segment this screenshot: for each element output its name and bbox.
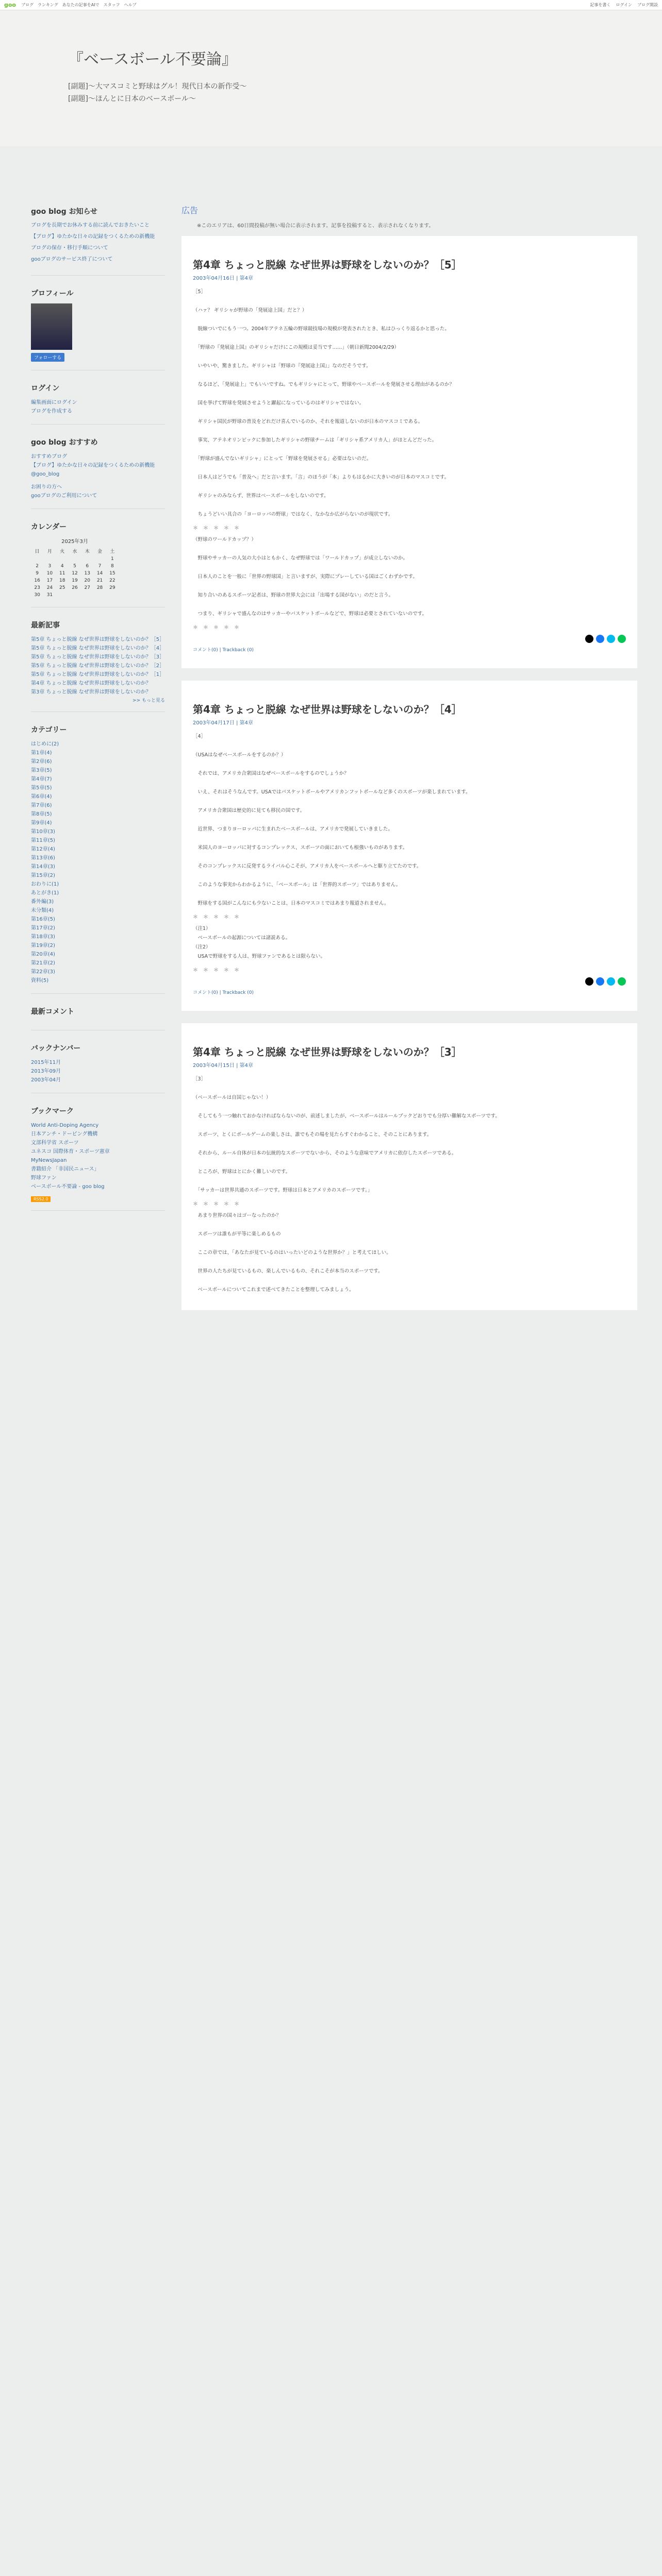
bookmark-link[interactable]: 文部科学省 スポーツ (31, 1140, 79, 1146)
category-link[interactable]: 第9章(4) (31, 820, 52, 826)
nav-link-blog[interactable]: ブログ (21, 3, 34, 7)
facebook-share-icon[interactable] (596, 635, 604, 643)
hatena-share-icon[interactable] (607, 635, 615, 643)
post-footer[interactable]: コメント(0) | Trackback (0) (193, 648, 254, 653)
category-list (31, 740, 165, 985)
bookmark-heading: ブックマーク (31, 1107, 74, 1115)
cal-day: 7 (98, 564, 102, 569)
category-link[interactable]: 第12章(4) (31, 846, 55, 852)
post-body: （野球のワールドカップ？） 野球やサッカーの人気の大小はともかく、なぜ野球では「ワールドカップ」が成立しないのか。 日本人のことを一般に「世界の野球国」と言いますが、実際にプレーしている国はごくわずかです。 知り合いのあるスポーツ記者は、野球の世界大会には「出場する国がない」のだと言う。 つまり、ギリシャで盛んなのはサッカーやバスケットボールなどで、野球は必要とされていないのです。 (193, 537, 427, 617)
category-link[interactable]: 番外編(3) (31, 899, 54, 905)
backnumber-heading: バックナンバー (31, 1044, 81, 1053)
recommend-item[interactable]: おすすめブログ (31, 454, 68, 460)
profile-heading: プロフィール (31, 290, 74, 298)
category-link[interactable]: 第7章(6) (31, 803, 52, 808)
cal-day: 31 (46, 592, 53, 598)
cal-day (69, 591, 81, 599)
cal-day: 13 (84, 571, 90, 576)
write-post-link[interactable]: 記事を書く (590, 3, 611, 7)
category-link[interactable]: 第22章(3) (31, 969, 55, 975)
follow-button[interactable]: フォローする (31, 353, 64, 362)
cal-head: 土 (110, 549, 115, 554)
profile-avatar (31, 303, 72, 350)
cal-day: 30 (34, 592, 40, 598)
bookmark-link[interactable]: 日本アンチ・ドーピング機構 (31, 1131, 98, 1137)
separator: ＊ ＊ ＊ ＊ ＊ (193, 968, 239, 973)
recent-post-link[interactable]: 第5章 ちょっと脱線 なぜ世界は野球をしないのか？［1］ (31, 672, 165, 677)
blog-post (181, 1023, 637, 1310)
recent-heading: 最新記事 (31, 621, 60, 630)
cal-day (31, 555, 43, 563)
usage-link[interactable]: gooブログのご利用について (31, 493, 97, 499)
category-heading: カテゴリー (31, 726, 67, 734)
post-date[interactable]: 2003年04月16日 | 第4章 (193, 276, 253, 281)
cal-day: 2 (36, 564, 39, 569)
top-bar (0, 0, 662, 10)
cal-day: 6 (86, 564, 89, 569)
category-link[interactable]: 第10章(3) (31, 829, 55, 835)
cal-day (93, 591, 106, 599)
recent-post-link[interactable]: 第5章 ちょっと脱線 なぜ世界は野球をしないのか？［2］ (31, 663, 165, 669)
bookmark-link[interactable]: ユネスコ 国際体育・スポーツ憲章 (31, 1149, 110, 1155)
category-link[interactable]: おわりに(1) (31, 882, 59, 887)
line-share-icon[interactable] (618, 635, 626, 643)
calendar-heading: カレンダー (31, 523, 67, 531)
cal-day: 22 (109, 578, 115, 583)
login-heading: ログイン (31, 384, 60, 393)
recent-post-link[interactable]: 第5章 ちょっと脱線 なぜ世界は野球をしないのか？［3］ (31, 654, 165, 660)
post-date[interactable]: 2003年04月17日 | 第4章 (193, 720, 253, 726)
create-blog-link[interactable]: ブログを作成する (31, 409, 72, 414)
x-share-icon[interactable] (585, 635, 593, 643)
category-link[interactable]: 未分類(4) (31, 908, 54, 913)
separator: ＊ ＊ ＊ ＊ ＊ (193, 1201, 239, 1207)
news-item[interactable]: ブログを長期でお休みする前に読んでおきたいこと (31, 223, 150, 228)
cal-day (81, 591, 93, 599)
news-heading: goo blog お知らせ (31, 208, 98, 216)
cal-day: 10 (46, 571, 53, 576)
cal-day: 11 (59, 571, 65, 576)
backnumber-link[interactable]: 2013年09月 (31, 1069, 61, 1074)
category-link[interactable]: 資料(5) (31, 978, 49, 984)
cal-head: 木 (85, 549, 90, 554)
category-link[interactable]: 第15章(2) (31, 873, 55, 878)
separator: ＊ ＊ ＊ ＊ ＊ (193, 526, 239, 531)
post-title[interactable]: 第4章 ちょっと脱線 なぜ世界は野球をしないのか？［5］ (193, 259, 462, 271)
share-buttons (193, 977, 626, 986)
post-body: ［4］ （USAはなぜベースボールをするのか？） それでは、アメリカ合衆国はなぜベースボールをするのでしょうか？ いえ、それはそうなんです。USAではバスケットボールやアメリカンフットボールなど多くのスポーツが楽しまれています。 アメリカ合衆国は歴史的に見ても移民の国です。 近世界、つまりヨーロッパに生まれたベースボールは、アメリカで発展していきました。 米国人のヨーロッパに対するコンプレックス、スポーツの面においても根強いものがあります。 そのコンプレックスに反発するライバル心こそが、アメリカ人をベースボールへと駆り立てたのです。 このような事実からわかるように、「ベースボール」は「世界的スポーツ」ではありません。 野球をする国がこんなにも少ないことは、日本のマスコミではあまり報道されません。 (193, 734, 471, 906)
cal-day: 9 (36, 571, 39, 576)
cal-day: 16 (34, 578, 40, 583)
cal-day: 12 (72, 571, 78, 576)
cal-head: 水 (72, 549, 77, 554)
cal-day: 1 (110, 556, 114, 562)
share-buttons (193, 635, 626, 643)
recent-post-link[interactable]: 第5章 ちょっと脱線 なぜ世界は野球をしないのか？［4］ (31, 646, 165, 651)
cal-head: 月 (47, 549, 52, 554)
comments-heading: 最新コメント (31, 1008, 74, 1016)
facebook-share-icon[interactable] (596, 977, 604, 986)
nav-link-staff[interactable]: スタッフ (103, 3, 120, 7)
cal-day: 20 (84, 578, 90, 583)
cal-day: 4 (60, 564, 64, 569)
category-link[interactable]: 第4章(7) (31, 776, 52, 782)
cal-day (43, 555, 56, 563)
cal-day (106, 591, 119, 599)
category-link[interactable]: 第21章(2) (31, 960, 55, 966)
line-share-icon[interactable] (618, 977, 626, 986)
category-link[interactable]: 第11章(5) (31, 838, 55, 843)
nav-link-ranking[interactable]: ランキング (38, 3, 58, 7)
cal-day: 28 (96, 585, 103, 590)
blog-subtitle: [副題]〜大マスコミと野球はグル！現代日本の新作受〜 [副題]〜ほんとに日本のベースボール〜 (68, 82, 247, 103)
post-body: あまり世界の国々はゴーなったのか？ スポーツは誰もが平等に楽しめるもの ここの章では、「あなたが見ているのはいったいどのような世界か？」と考えてほしい。 世界の人たちが見ているもの、楽しんでいるもの、それこそが本当のスポーツです。 ベースボールについてこれまで述べてきたことを整理してみましょう。 (197, 1213, 391, 1293)
bookmark-link[interactable]: ベースボール不要論 - goo blog (31, 1184, 105, 1190)
help-link[interactable]: お困りの方へ (31, 484, 62, 490)
cal-head: 火 (60, 549, 65, 554)
recent-post-link[interactable]: 第4章 ちょっと脱線 なぜ世界は野球をしないのか？ (31, 681, 151, 686)
cal-day: 14 (96, 571, 103, 576)
blog-title[interactable]: 『ベースボール不要論』 (68, 50, 237, 69)
open-blog-link[interactable]: ブログ開設 (637, 3, 658, 7)
cal-day: 21 (96, 578, 103, 583)
login-link[interactable]: 編集画面にログイン (31, 400, 77, 405)
cal-day: 24 (46, 585, 53, 590)
cal-day: 23 (34, 585, 40, 590)
separator: ＊ ＊ ＊ ＊ ＊ (193, 625, 239, 631)
category-link[interactable]: 第5章(5) (31, 785, 52, 791)
ad-label: 広告 (181, 206, 198, 215)
separator: ＊ ＊ ＊ ＊ ＊ (193, 914, 239, 920)
category-link[interactable]: 第20章(4) (31, 952, 55, 957)
post-body: （注1） ベースボールの起源については諸説ある。 （注2） USAで野球をする人は、野球ファンであるとは限らない。 (193, 926, 325, 959)
category-link[interactable]: はじめに(2) (31, 741, 59, 747)
category-link[interactable]: 第16章(5) (31, 917, 55, 922)
category-link[interactable]: 第18章(3) (31, 934, 55, 940)
news-item[interactable]: ブログの保存・移行手順について (31, 245, 108, 251)
goo-logo[interactable]: goo (4, 2, 16, 8)
cal-day (81, 555, 93, 563)
cal-day: 26 (72, 585, 78, 590)
cal-day: 5 (73, 564, 76, 569)
x-share-icon[interactable] (585, 977, 593, 986)
calendar-table (31, 547, 119, 599)
login-link[interactable]: ログイン (616, 3, 632, 7)
cal-day: 8 (110, 564, 114, 569)
post-footer[interactable]: コメント(0) | Trackback (0) (193, 990, 254, 995)
news-item[interactable]: gooブログのサービス終了について (31, 257, 113, 262)
category-link[interactable]: 第8章(5) (31, 811, 52, 817)
nav-link-ai[interactable]: あなたの記事をAIで (62, 3, 100, 7)
cal-head: 日 (35, 549, 40, 554)
sidebar (31, 206, 165, 1223)
category-link[interactable]: 第2章(6) (31, 759, 52, 765)
category-link[interactable]: 第13章(6) (31, 855, 55, 861)
post-body: ［3］ （ベースボールは自国じゃない！） そしてもう一つ触れておかなければならないのが、前述しましたが、ベースボールはルールブックどおりでも分厚い難解なスポーツです。 スポーツ、とくにボールゲームの楽しさは、誰でもその場を見たらすぐわかること、そのことにあります。 それから、ルール自体が日本の伝統的なスポーツでないから、そのような意味でアメリカに依存したスポーツである。 ところが、野球はとにかく難しいのです。 「サッカーは世界共通のスポーツです。野球は日本とアメリカのスポーツです。」 (193, 1076, 500, 1193)
cal-day: 18 (59, 578, 65, 583)
recommend-item[interactable]: 【ブログ】ゆたかな日々の記録をつくるための新機能 (31, 463, 155, 468)
more-link[interactable]: >> もっと見る (133, 698, 165, 703)
calendar-month: 2025年3月 (61, 539, 88, 545)
main-content (181, 204, 637, 1323)
recent-post-link[interactable]: 第5章 ちょっと脱線 なぜ世界は野球をしないのか？［5］ (31, 637, 165, 642)
cal-head: 金 (97, 549, 103, 554)
cal-day (69, 555, 81, 563)
blog-post (181, 236, 637, 668)
category-link[interactable]: 第17章(2) (31, 925, 55, 931)
category-link[interactable]: 第1章(4) (31, 750, 52, 756)
recommend-item[interactable]: @goo_blog (31, 471, 60, 477)
cal-day (56, 591, 69, 599)
cal-day: 15 (109, 571, 115, 576)
cal-day (56, 555, 69, 563)
cal-day: 27 (84, 585, 90, 590)
category-link[interactable]: 第19章(2) (31, 943, 55, 948)
post-title[interactable]: 第4章 ちょっと脱線 なぜ世界は野球をしないのか？［3］ (193, 1046, 462, 1058)
inactive-notice: ※このエリアは、60日間投稿が無い場合に表示されます。記事を投稿すると、表示されなくなります。 (197, 223, 434, 229)
bookmark-link[interactable]: MyNewsJapan (31, 1158, 67, 1163)
rss-badge[interactable]: RSS2.0 (31, 1196, 51, 1202)
hatena-share-icon[interactable] (607, 977, 615, 986)
category-link[interactable]: 第6章(4) (31, 794, 52, 800)
cal-day: 19 (72, 578, 78, 583)
post-date[interactable]: 2003年04月15日 | 第4章 (193, 1063, 253, 1069)
category-link[interactable]: あとがき(1) (31, 890, 59, 896)
cal-day: 17 (46, 578, 53, 583)
cal-day: 25 (59, 585, 65, 590)
cal-day: 29 (109, 585, 115, 590)
bookmark-link[interactable]: 野球ファン (31, 1175, 57, 1181)
cal-day (93, 555, 106, 563)
category-link[interactable]: 第14章(3) (31, 864, 55, 870)
recent-post-link[interactable]: 第3章 ちょっと脱線 なぜ世界は野球をしないのか？ (31, 689, 151, 695)
bookmark-link[interactable]: 書籍紹介 「非国民ニュース」 (31, 1166, 100, 1172)
bookmark-link[interactable]: World Anti-Doping Agency (31, 1123, 99, 1128)
news-item[interactable]: 【ブログ】ゆたかな日々の記録をつくるための新機能 (31, 234, 155, 240)
blog-header (0, 10, 662, 146)
nav-link-help[interactable]: ヘルプ (124, 3, 137, 7)
post-body: ［5］ （ハァ？ ギリシャが野球の「発展途上国」だと？） 脱線ついでにもう一つ。2004年アテネ五輪の野球競技場の規模が発表されたとき、私はひっくり返るかと思った。 「野球の『発展途上国』のギリシャだけにこの規模は妥当です……」（朝日新聞2004/2/29） いやいや、驚きました。ギリシャは「野球の『発展途上国』」なのだそうです。 なるほど、「発展途上」でもいいですね。でもギリシャにとって、野球やベースボールを発展させる理由があるのか？ 国を挙げて野球を発展させようと躍起になっているのはギリシャではない。 ギリシャ国民が野球の普及をどれだけ喜んでいるのか、それを報道しないのが日本のマスコミである。 事実、アテネオリンピックに参加したギリシャの野球チームは「ギリシャ系アメリカ人」がほとんどだった。 「野球が盛んでないギリシャ」にとって「野球を発展させる」必要はないのだ。 日本人はどうでも「普及へ」だと言います。「言」のほうが「本」よりもはるかに大きいのが日本のマスコミです。 ギリシャのみならず、世界はベースボールをしないのです。 ちょうどいい具合の「ヨーロッパの野球」ではなく、なかなか広がらないのが現状です。 (193, 289, 455, 517)
backnumber-link[interactable]: 2015年11月 (31, 1060, 61, 1065)
recommend-heading: goo blog おすすめ (31, 438, 98, 447)
post-title[interactable]: 第4章 ちょっと脱線 なぜ世界は野球をしないのか？［4］ (193, 703, 462, 716)
category-link[interactable]: 第3章(5) (31, 768, 52, 773)
cal-day: 3 (48, 564, 52, 569)
blog-post (181, 681, 637, 1011)
backnumber-link[interactable]: 2003年04月 (31, 1077, 61, 1083)
